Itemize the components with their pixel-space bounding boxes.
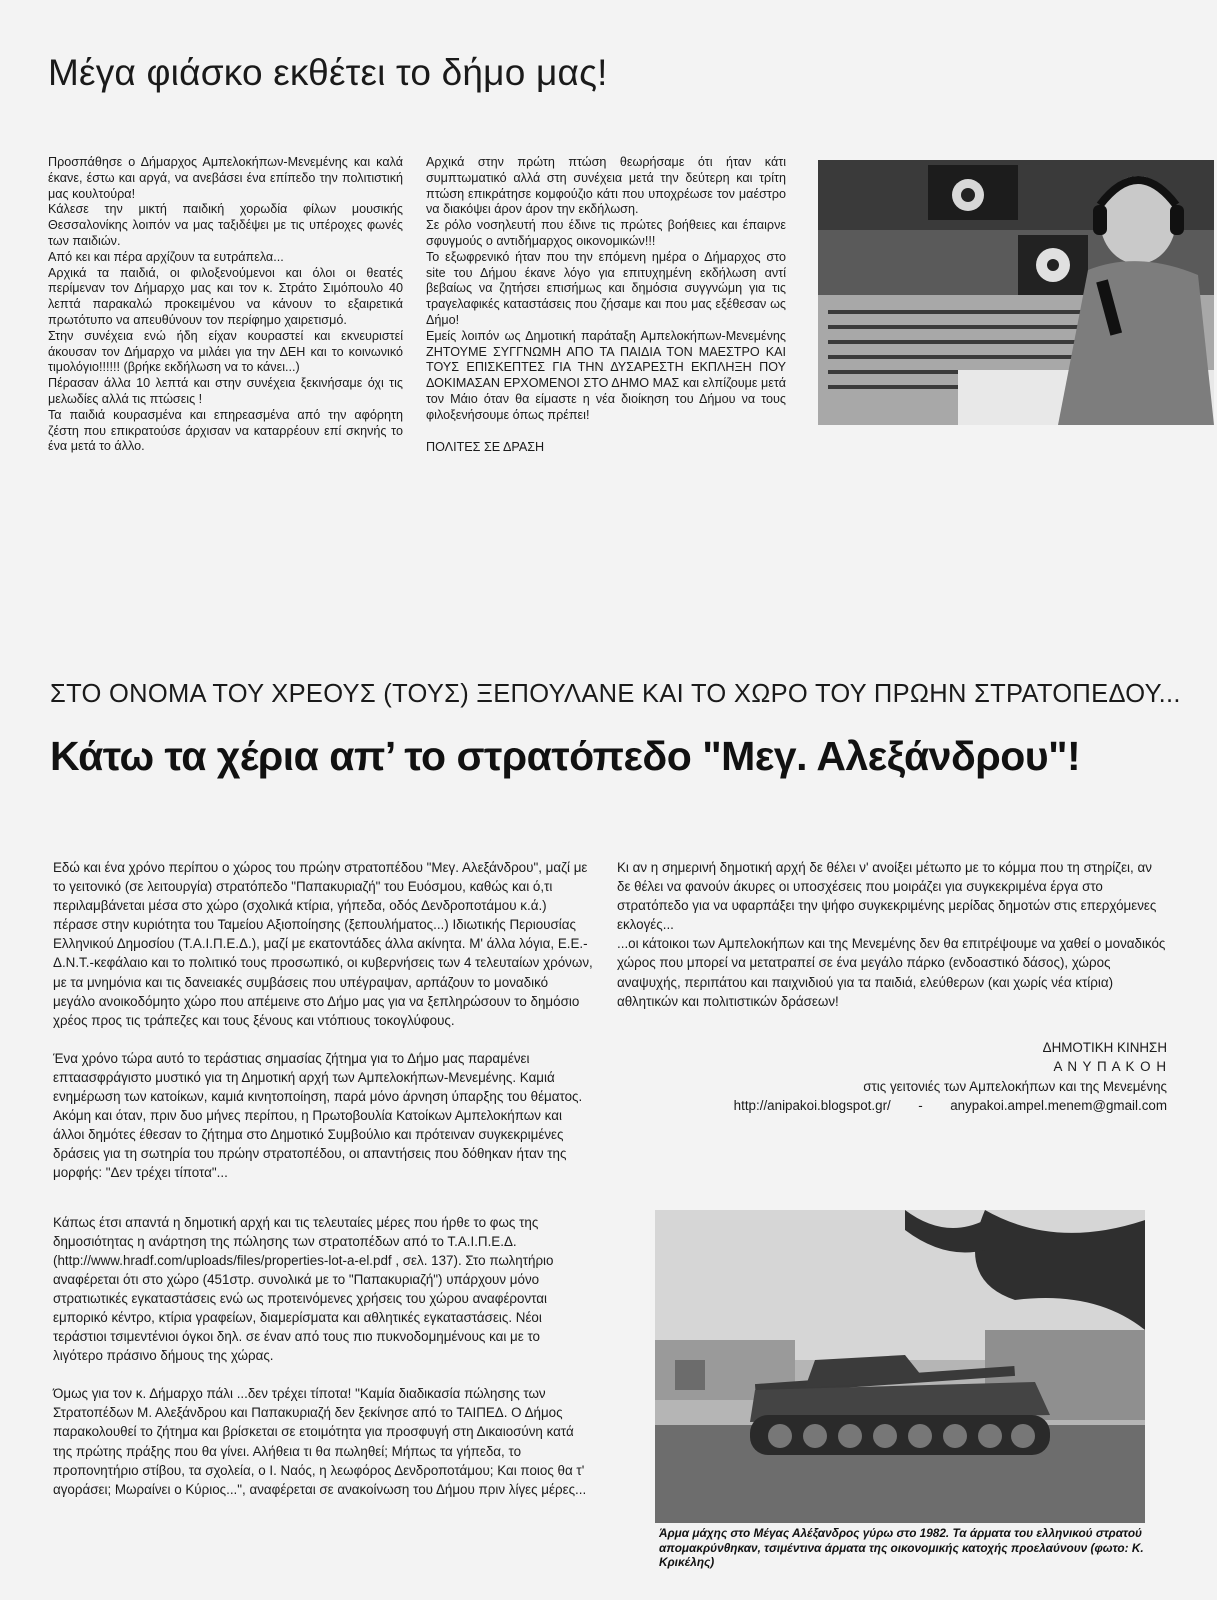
paragraph: Πέρασαν άλλα 10 λεπτά και στην συνέχεια ξεκινήσαμε όχι τις μελωδίες αλλά τις πτώσεις ! — [48, 376, 403, 406]
signature-contacts — [700, 1096, 1167, 1115]
child-studio-illustration — [818, 160, 1214, 425]
email-link[interactable]: anypakoi.ampel.menem@gmail.com — [950, 1098, 1167, 1114]
tank-photo-caption: Άρμα μάχης στο Μέγας Αλέξανδρος γύρω στο 1982. Τα άρματα του ελληνικού στρατού απομακρύνθηκαν, τσιμέντινα άρματα της οικονομικής κατοχής προελαύνουν (φωτο: Κ. Κρικέλης) — [659, 1526, 1144, 1570]
signature-group: Α Ν Υ Π Α Κ Ο Η — [1053, 1059, 1167, 1075]
article1-headline: Μέγα φιάσκο εκθέτει το δήμο μας! — [48, 52, 608, 93]
paragraph: Αρχικά στην πρώτη πτώση θεωρήσαμε ότι ήταν κάτι συμπτωματικό αλλά στη συνέχεια μετά την δεύτερη και τρίτη πτώση επικράτησε κομφούζιο κάτι που υποχρέωσε τον μαέστρο να διακόψει άρον άρον την εκδήλωση. — [426, 155, 786, 217]
paragraph: Σε ρόλο νοσηλευτή που έδινε τις πρώτες βοήθειες και έπαιρνε σφυγμούς ο αντιδήμαρχος οικονομικών!!! — [426, 218, 786, 248]
tank-photo — [655, 1210, 1145, 1523]
article1-signature: ΠΟΛΙΤΕΣ ΣΕ ΔΡΑΣΗ — [426, 439, 545, 454]
tank-illustration — [655, 1210, 1145, 1523]
paragraph: Κάλεσε την μικτή παιδική χορωδία φίλων μουσικής Θεσσαλονίκης λοιπόν να μας ταξιδέψει με τις υπέροχες φωνές των παιδιών. — [48, 202, 403, 248]
article1-column-1 — [48, 155, 403, 455]
blog-link[interactable]: http://anipakoi.blogspot.gr/ — [733, 1098, 891, 1114]
signature-org: ΔΗΜΟΤΙΚΗ ΚΙΝΗΣΗ — [1042, 1040, 1167, 1055]
signature-area: στις γειτονιές των Αμπελοκήπων και της Μενεμένης — [863, 1078, 1167, 1094]
paragraph: Αρχικά τα παιδιά, οι φιλοξενούμενοι και όλοι οι θεατές περίμεναν τον Δήμαρχο μας και τον κ. Στράτο Σιμόπουλο 40 λεπτά παρακαλώ προκειμένου να κάνουν το εξαιρετικά πρωτότυπο να απευθύνουν τον περίφημο χαιρετισμό. — [48, 265, 403, 327]
paragraph: Ένα χρόνο τώρα αυτό το τεράστιας σημασίας ζήτημα για το Δήμο μας παραμένει επταασφράγιστο μυστικό για τη Δημοτική αρχή των Αμπελοκήπων-Μενεμένης. Καμιά ενημέρωση των κατοίκων, καμιά κινητοποίηση, παρά μόνο άρνηση ύπαρξης του θέματος. Ακόμη και όταν, πριν δυο μήνες περίπου, η Πρωτοβουλία Κατοίκων Αμπελοκήπων και άλλοι δημότες έθεσαν το ζήτημα στο Δημοτικό Συμβούλιο και πρότειναν συγκεκριμένες δράσεις για τη σωτηρία του πρώην στρατοπέδου, οι απαντήσεις που δόθηκαν ήταν της μορφής: "Δεν τρέχει τίποτα"... — [53, 1050, 583, 1181]
article1-column-2 — [426, 155, 786, 455]
article2-column-2 — [617, 858, 1167, 1030]
article2-headline: Κάτω τα χέρια απ’ το στρατόπεδο "Μεγ. Αλεξάνδρου"! — [50, 733, 1081, 779]
separator: - — [918, 1098, 923, 1114]
paragraph: ...οι κάτοικοι των Αμπελοκήπων και της Μενεμένης δεν θα επιτρέψουμε να χαθεί ο μοναδικός χώρος που μπορεί να μετατραπεί σε ένα μεγάλο πάρκο (ενδοαστικό δάσος), χώρος αναψυχής, περιπάτου και παιχνιδιού για τα παιδιά, ελεύθερων (και χωρίς νέα κτίρια) αθλητικών και πολιτιστικών δράσεων! — [617, 936, 1166, 1009]
paragraph: Από κει και πέρα αρχίζουν τα ευτράπελα... — [48, 249, 284, 264]
article2-column-1 — [53, 858, 593, 1518]
paragraph: Τα παιδιά κουρασμένα και επηρεασμένα από την αφόρητη ζέστη που επικρατούσε άρχισαν να καταρρέουν επί σκηνής το ένα μετά το άλλο. — [48, 407, 403, 454]
child-studio-photo — [818, 160, 1214, 425]
article2-signature — [700, 1038, 1167, 1116]
article2-kicker: ΣΤΟ ΟΝΟΜΑ ΤΟΥ ΧΡΕΟΥΣ (ΤΟΥΣ) ΞΕΠΟΥΛΑΝΕ ΚΑΙ ΤΟ ΧΩΡΟ ΤΟΥ ΠΡΩΗΝ ΣΤΡΑΤΟΠΕΔΟΥ... — [50, 680, 1181, 708]
paragraph: Στην συνέχεια ενώ ήδη είχαν κουραστεί και εκνευριστεί άκουσαν τον Δήμαρχο να μιλάει για την ΔΕΗ και το κοινωνικό τιμολόγιο!!!!!! (βρήκε εκδήλωση να το κάνει...) — [48, 328, 403, 375]
paragraph: Κάπως έτσι απαντά η δημοτική αρχή και τις τελευταίες μέρες που ήρθε το φως της δημοσιότητας η ανάρτηση της πώλησης των στρατοπέδων από το Τ.Α.Ι.Π.Ε.Δ. (http://www.hradf.com/uploads/files/properties-lot-a-el.pdf , σελ. 137). Στο πωλητήριο αναφέρεται ότι στο χώρο (451στρ. συνολικά με το "Παπακυριαζή") υπάρχουν μόνο στρατιωτικές εγκαταστάσεις ενώ ως προτεινόμενες χρήσεις του χώρου αναφέρονται εμπορικό κέντρο, κτίρια γραφείων, διαμερίσματα και αθλητικές εγκαταστάσεις. Νέοι τεράστιοι τσιμεντένιοι όγκοι δηλ. σε έναν από τους πιο πυκνοδομημένους και με το λιγότερο πράσινο δήμους της χώρας. — [53, 1214, 554, 1364]
paragraph: Κι αν η σημερινή δημοτική αρχή δε θέλει ν' ανοίξει μέτωπο με το κόμμα που τη στηρίζει, αν δε θέλει να φανούν άκυρες οι υποσχέσεις που μοιράζει για συγκεκριμένα έργα στο στρατόπεδο για να υφαρπάξει την ψήφο συγκεκριμένης μερίδας δημοτών στις επερχόμενες εκλογές... — [617, 860, 1157, 933]
paragraph: Εμείς λοιπόν ως Δημοτική παράταξη Αμπελοκήπων-Μενεμένης ΖΗΤΟΥΜΕ ΣΥΓΓΝΩΜΗ ΑΠΟ ΤΑ ΠΑΙΔΙΑ ΤΟΝ ΜΑΕΣΤΡΟ ΚΑΙ ΤΟΥΣ ΕΠΙΣΚΕΠΤΕΣ ΓΙΑ ΤΗΝ ΔΥΣΑΡΕΣΤΗ ΕΚΠΛΗΞΗ ΠΟΥ ΔΟΚΙΜΑΣΑΝ ΕΡΧΟΜΕΝΟΙ ΣΤΟ ΔΗΜΟ ΜΑΣ και ελπίζουμε μετά τον Μάιο όταν θα είμαστε η νέα διοίκηση του Δήμου να τους φιλοξενήσουμε όπως πρέπει! — [426, 328, 786, 422]
paragraph: Προσπάθησε ο Δήμαρχος Αμπελοκήπων-Μενεμένης και καλά έκανε, έστω και αργά, να ανεβάσει ένα επίπεδο την πολιτιστική μας κουλτούρα! — [48, 155, 403, 201]
paragraph: Εδώ και ένα χρόνο περίπου ο χώρος του πρώην στρατοπέδου "Μεγ. Αλεξάνδρου", μαζί με το γειτονικό (σε λειτουργία) στρατόπεδο "Παπακυριαζή" του Ευόσμου, καθώς και ό,τι περιλαμβάνεται μέσα στο χώρο (σχολικά κτίρια, γήπεδα, οδός Δενδροποτάμου κ.ά.) πέρασε στην κυριότητα του Ταμείου Αξιοποίησης (ξεπουλήματος...) Ιδιωτικής Περιουσίας Ελληνικού Δημοσίου (Τ.Α.Ι.Π.Ε.Δ.), μαζί με εκατοντάδες άλλα ακίνητα. Μ' άλλα λόγια, Ε.Ε.-Δ.Ν.Τ.-κεφάλαιο και το πολιτικό τους προσωπικό, οι κυβερνήσεις των 4 τελευταίων χρόνων, με τα μνημόνια και τις δανειακές συμβάσεις που υπέγραψαν, αρπάζουν το μοναδικό μεγάλο ανοικοδόμητο χώρο που απέμεινε στο Δήμο μας για να ξεπληρώσουν το δημόσιο χρέος προς τις τράπεζες και τους ξένους και ντόπιους τοκογλύφους. — [53, 860, 593, 1028]
paragraph: Όμως για τον κ. Δήμαρχο πάλι ...δεν τρέχει τίποτα! "Καμία διαδικασία πώλησης των Στρατοπέδων Μ. Αλεξάνδρου και Παπακυριαζή δεν ξεκίνησε από το ΤΑΙΠΕΔ. Ο Δήμος παρακολουθεί το ζήτημα και βρίσκεται σε ετοιμότητα για προσφυγή στη Δικαιοσύνη κατά της πρώτης πράξης που θα γίνει. Αλήθεια τι θα πωληθεί; Μήπως τα γήπεδα, το προπονητήριο στίβου, τα σχολεία, ο Ι. Ναός, η λεωφόρος Δενδροποτάμου; Και ποιος θα τ' αγοράσει; Μωραίνει ο Κύριος...", αναφέρεται σε ανακοίνωση του Δήμου πριν λίγες μέρες... — [53, 1386, 587, 1497]
paragraph: Το εξωφρενικό ήταν που την επόμενη ημέρα ο Δήμαρχος στο site του Δήμου έκανε λόγο για επιτυχημένη εκδήλωση αντί βεβαίως να ζητήσει επισήμως και δημόσια συγγνώμη για τις τραγελαφικές καταστάσεις που ζήσαμε και που μας εξέθεσαν ως Δήμο! — [426, 249, 786, 327]
